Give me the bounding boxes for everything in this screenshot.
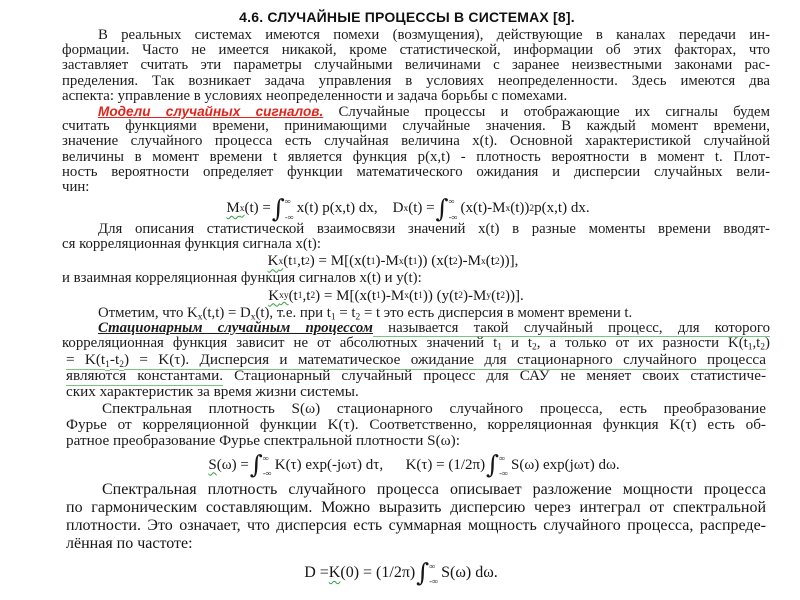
formula-text: )-M <box>375 253 399 270</box>
formula-text: ,t <box>302 287 311 304</box>
text-line <box>62 28 770 43</box>
spellcheck-marked-text: K <box>328 564 341 582</box>
text-line <box>66 401 766 417</box>
text-run: 2 <box>760 342 766 353</box>
spellcheck-marked-text: M <box>226 200 240 217</box>
text-line <box>66 535 766 553</box>
text-run: 2 <box>532 342 537 353</box>
text-run: Спектральная плотность случайного процесса описывает разложение мощности процесса <box>102 481 766 499</box>
text-run: чин: <box>62 178 90 195</box>
text-run: Стационарный случайный процесс для САУ не меняет своих статистиче- <box>223 367 766 385</box>
text-run: Для описания статистической взаимосвязи значений x(t) в разные моменты времени вводят- <box>98 221 770 238</box>
formula-text: (0) = (1/2π) <box>340 564 416 582</box>
text-run: (t), т.е. при t <box>255 304 331 321</box>
text-run: = t <box>335 304 356 321</box>
text-run: ратное преобразование Фурье спектральной плотности S(ω): <box>66 431 460 449</box>
text-line <box>66 499 766 517</box>
bold-italic-term: Стационарным случайным процессом <box>98 319 373 336</box>
text-run: лённая по частоте: <box>66 535 193 553</box>
text-run: считать функциями времени, принимающими случайные значения. В каждый момент времени, <box>62 118 770 135</box>
formula-text: D = <box>304 564 329 582</box>
text-line <box>62 306 770 321</box>
formula-text: S(ω) exp(jωτ) dω. <box>511 456 620 473</box>
formula-text: (t <box>403 253 413 270</box>
text-line <box>66 368 766 384</box>
formula-text <box>378 200 393 217</box>
text-run: x <box>250 312 256 323</box>
formula-text: (x(t)-M <box>460 200 506 217</box>
formula-text: ,t <box>297 253 306 270</box>
formula-text: )-M <box>457 253 481 270</box>
text-line <box>62 237 770 252</box>
formula-text: K(τ) exp(-jωτ) dτ, <box>274 456 384 473</box>
grammar-underlined-text: ) = K(τ). Дисперсия и математическое ожидание для стационарного случайного процесса <box>123 351 766 368</box>
formula-line: K x (t 1 ,t 2 ) = M[(x(t 1 )-M x (t 1 )) (x(t 2 )-M x (t 2 ))], <box>267 253 519 270</box>
text-run: 2 <box>355 312 361 323</box>
text-run: ность вероятности определяет функции математического ожидания и дисперсии случайных вели- <box>62 163 770 180</box>
grammar-underlined-text: называется такой случайный процесс, для которого <box>372 319 770 336</box>
text-line <box>62 104 770 119</box>
text-run: В реальных системах имеются помехи (возмущения), действующие в каналах передачи ин- <box>98 27 770 43</box>
text-run: = t это есть дисперсия в момент времени t. <box>360 304 633 321</box>
grammar-underlined-text: -t <box>109 351 120 368</box>
formula-line: K xy (t 1 ,t 2 ) = M[(x(t 1 )-M x (t 1 )) (y(t 2 )-M y (t 2 ))]. <box>268 287 524 304</box>
text-line <box>62 180 770 195</box>
text-run: ) <box>765 335 770 351</box>
text-line <box>66 517 766 535</box>
text-run: пределения. Так возникает задача управления в условиях неопределенности. Здесь имеются два <box>62 72 770 89</box>
formula-text: (t <box>491 287 501 304</box>
text-run: ,t <box>752 335 761 351</box>
formula-text: (t) = <box>244 200 271 217</box>
formula-text <box>383 457 406 474</box>
text-line <box>62 271 770 286</box>
formula-text: (t <box>288 287 298 304</box>
formula-text: ) = M[(x(t <box>315 287 377 304</box>
formula-text: ) = M[(x(t <box>309 253 371 270</box>
grammar-underlined-text: 1 <box>105 359 110 370</box>
formula-text: )-M <box>380 287 405 304</box>
text-line <box>66 384 766 400</box>
text-line <box>62 89 770 104</box>
text-run: Спектральная плотность S(ω) стационарного случайного процесса, есть преобразование <box>102 399 766 417</box>
text-run: и взаимная корреляционная функция сигналов x(t) и y(t): <box>62 270 422 287</box>
formula-text: (ω) = <box>216 456 249 473</box>
red-heading: Модели случайных сигналов. <box>98 103 324 119</box>
text-run: Случайные процессы и отображающие их сигналы будем <box>323 103 770 120</box>
text-run: величины в момент времени t является функция p(x,t) - плотность вероятности в момент t. Плот- <box>62 148 770 165</box>
text-line <box>62 134 770 149</box>
text-line <box>66 481 766 499</box>
formula-text: (t)) <box>510 200 530 217</box>
slide-title: 4.6. СЛУЧАЙНЫЕ ПРОЦЕССЫ В СИСТЕМАХ [8]. <box>239 9 575 25</box>
text-run: плотности. Это означает, что дисперсия есть суммарная мощность случайного процесса, распреде- <box>66 517 766 535</box>
text-run: формации. Часто не имеется никакой, кроме статистической, информации об этих факторах, что <box>62 42 770 59</box>
lower-text-block <box>66 352 766 593</box>
text-line <box>62 222 770 237</box>
formula-text: )-M <box>463 287 487 304</box>
formula-text: S(ω) dω. <box>441 564 498 582</box>
formula-text: (t <box>408 287 419 304</box>
formula-line <box>66 449 766 481</box>
text-run: 1 <box>497 342 502 353</box>
text-run: по гармоническим составляющим. Можно выразить дисперсию через интеграл от спектральной <box>66 499 766 517</box>
text-run: Отметим, что K <box>98 304 198 321</box>
text-line <box>62 321 770 336</box>
integral-symbol: ∫ ∞ -∞ <box>486 450 509 480</box>
spellcheck-marked-text: K <box>267 253 279 270</box>
text-run: Фурье от корреляционной функции K(τ). Соответственно, корреляционная функция K(τ) есть об- <box>66 415 766 433</box>
text-run: (t,t) = D <box>202 304 251 321</box>
text-run: 1 <box>330 312 336 323</box>
text-line <box>62 150 770 165</box>
text-line <box>66 433 766 449</box>
text-line <box>62 165 770 180</box>
formula-text: (t <box>283 253 293 270</box>
text-run: корреляционная функция зависит не от абсолютных значений t <box>62 335 498 351</box>
text-line <box>66 417 766 433</box>
text-run: ских характеристик за время жизни системы. <box>66 383 359 401</box>
formula-text: D <box>392 200 404 217</box>
formula-text: p(x,t) dx. <box>534 200 590 217</box>
grammar-underlined-text: являются константами. <box>66 367 224 385</box>
formula-line: M x (t) = ∫ ∞ -∞ x(t) p(x,t) dx, D x (t) = ∫ ∞ -∞ (x(t)-M x (t)) 2 p(x,t) dx. <box>226 193 590 223</box>
grammar-underlined-text: 2 <box>119 359 124 370</box>
formula-text: (t <box>485 253 495 270</box>
spellcheck-marked-text: K <box>268 287 280 304</box>
formula-text: )) (x(t <box>417 253 453 270</box>
formula-text: (t) = <box>408 200 435 217</box>
grammar-underlined-text: = K(t <box>66 351 106 368</box>
integral-symbol: ∫ ∞ -∞ <box>249 450 272 480</box>
text-run: , а только от их разности K(t <box>536 335 748 351</box>
text-line <box>62 74 770 89</box>
integral-symbol: ∫ ∞ -∞ <box>416 558 439 588</box>
text-line <box>62 43 770 58</box>
main-text-block <box>62 8 770 353</box>
formula-text: )) (y(t <box>422 287 459 304</box>
text-run: заставляет считать эти параметры случайными величинами с заранее неизвестными законами рас- <box>62 57 770 74</box>
text-run: значение случайного процесса есть случайная величина x(t). Основной характеристикой случайной <box>62 133 770 150</box>
text-line <box>62 336 770 351</box>
text-line <box>62 58 770 73</box>
formula-text: K(τ) = (1/2π) <box>405 456 486 473</box>
spellcheck-marked-text: S <box>208 456 217 473</box>
formula-line <box>66 553 766 593</box>
integral-symbol: ∫ ∞ -∞ <box>435 193 458 223</box>
integral-symbol: ∫ ∞ -∞ <box>271 193 294 223</box>
formula-text: ))], <box>499 253 519 270</box>
text-line <box>66 352 766 368</box>
text-run: ся корреляционная функция сигнала x(t): <box>62 236 321 253</box>
text-run: и t <box>501 335 533 351</box>
text-run: x <box>197 312 203 323</box>
text-run: аспекта: управление в условиях неопределенности и задача борьбы с помехами. <box>62 87 568 104</box>
formula-text: x(t) p(x,t) dx, <box>296 200 378 217</box>
text-line <box>62 119 770 134</box>
text-run: 1 <box>747 342 753 353</box>
formula-text: ))]. <box>505 287 524 304</box>
